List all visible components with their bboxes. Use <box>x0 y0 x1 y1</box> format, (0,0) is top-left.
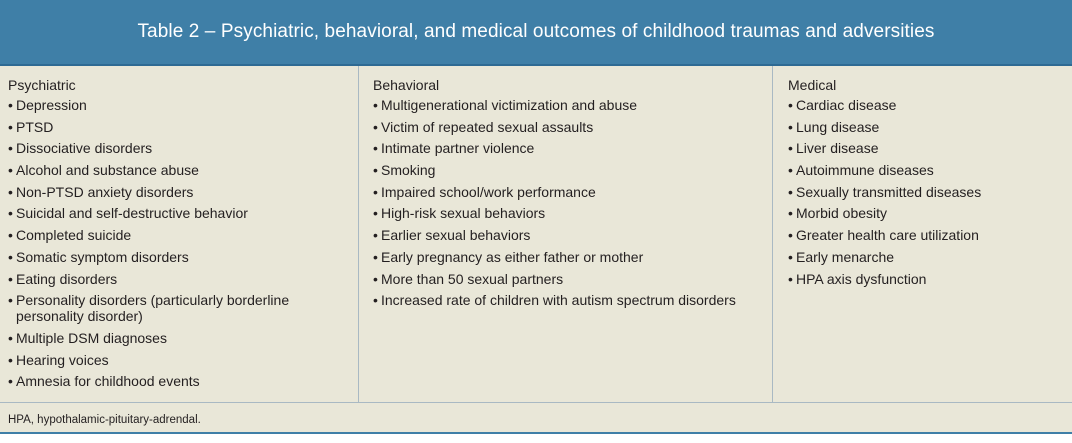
list-item: • Early menarche <box>788 249 1072 265</box>
list-item: • Victim of repeated sexual assaults <box>373 119 772 135</box>
list-item: • Eating disorders <box>8 271 358 287</box>
list-item: • Multiple DSM diagnoses <box>8 330 358 346</box>
list-item: • Sexually transmitted diseases <box>788 184 1072 200</box>
column-heading-psychiatric: Psychiatric <box>8 77 76 93</box>
list-item: • Greater health care utilization <box>788 227 1072 243</box>
list-item: • Lung disease <box>788 119 1072 135</box>
list-item: • Early pregnancy as either father or mother <box>373 249 772 265</box>
list-item: • Multigenerational victimization and abuse <box>373 97 772 113</box>
list-item: • Impaired school/work performance <box>373 184 772 200</box>
list-item: • Personality disorders (particularly borderline personality disorder) <box>8 292 358 324</box>
list-item: • Earlier sexual behaviors <box>373 227 772 243</box>
list-item: • More than 50 sexual partners <box>373 271 772 287</box>
medical-list <box>788 97 1072 287</box>
list-item: • Increased rate of children with autism spectrum disorders <box>373 292 772 308</box>
list-item: • Autoimmune diseases <box>788 162 1072 178</box>
list-item: • Smoking <box>373 162 772 178</box>
footnote: HPA, hypothalamic-pituitary-adrendal. <box>8 414 201 426</box>
footnote-row <box>0 402 1072 432</box>
list-item: • Non-PTSD anxiety disorders <box>8 184 358 200</box>
column-medical <box>773 66 1072 402</box>
list-item: • High-risk sexual behaviors <box>373 205 772 221</box>
behavioral-list <box>373 97 772 308</box>
list-item: • Cardiac disease <box>788 97 1072 113</box>
list-item: • Suicidal and self-destructive behavior <box>8 205 358 221</box>
bottom-rule <box>0 432 1072 443</box>
table-columns <box>0 66 1072 402</box>
list-item: • Amnesia for childhood events <box>8 373 358 389</box>
table-title: Table 2 – Psychiatric, behavioral, and medical outcomes of childhood traumas and adversities <box>137 21 935 42</box>
psychiatric-list <box>8 97 358 389</box>
column-heading-behavioral: Behavioral <box>373 77 440 93</box>
column-heading-medical: Medical <box>788 77 837 93</box>
column-psychiatric <box>0 66 359 402</box>
list-item: • Depression <box>8 97 358 113</box>
list-item: • HPA axis dysfunction <box>788 271 1072 287</box>
list-item: • Completed suicide <box>8 227 358 243</box>
list-item: • Alcohol and substance abuse <box>8 162 358 178</box>
list-item: • PTSD <box>8 119 358 135</box>
list-item: • Intimate partner violence <box>373 140 772 156</box>
table-title-bar <box>0 0 1072 66</box>
list-item: • Somatic symptom disorders <box>8 249 358 265</box>
list-item: • Hearing voices <box>8 352 358 368</box>
column-behavioral <box>359 66 773 402</box>
list-item: • Liver disease <box>788 140 1072 156</box>
list-item: • Dissociative disorders <box>8 140 358 156</box>
list-item: • Morbid obesity <box>788 205 1072 221</box>
